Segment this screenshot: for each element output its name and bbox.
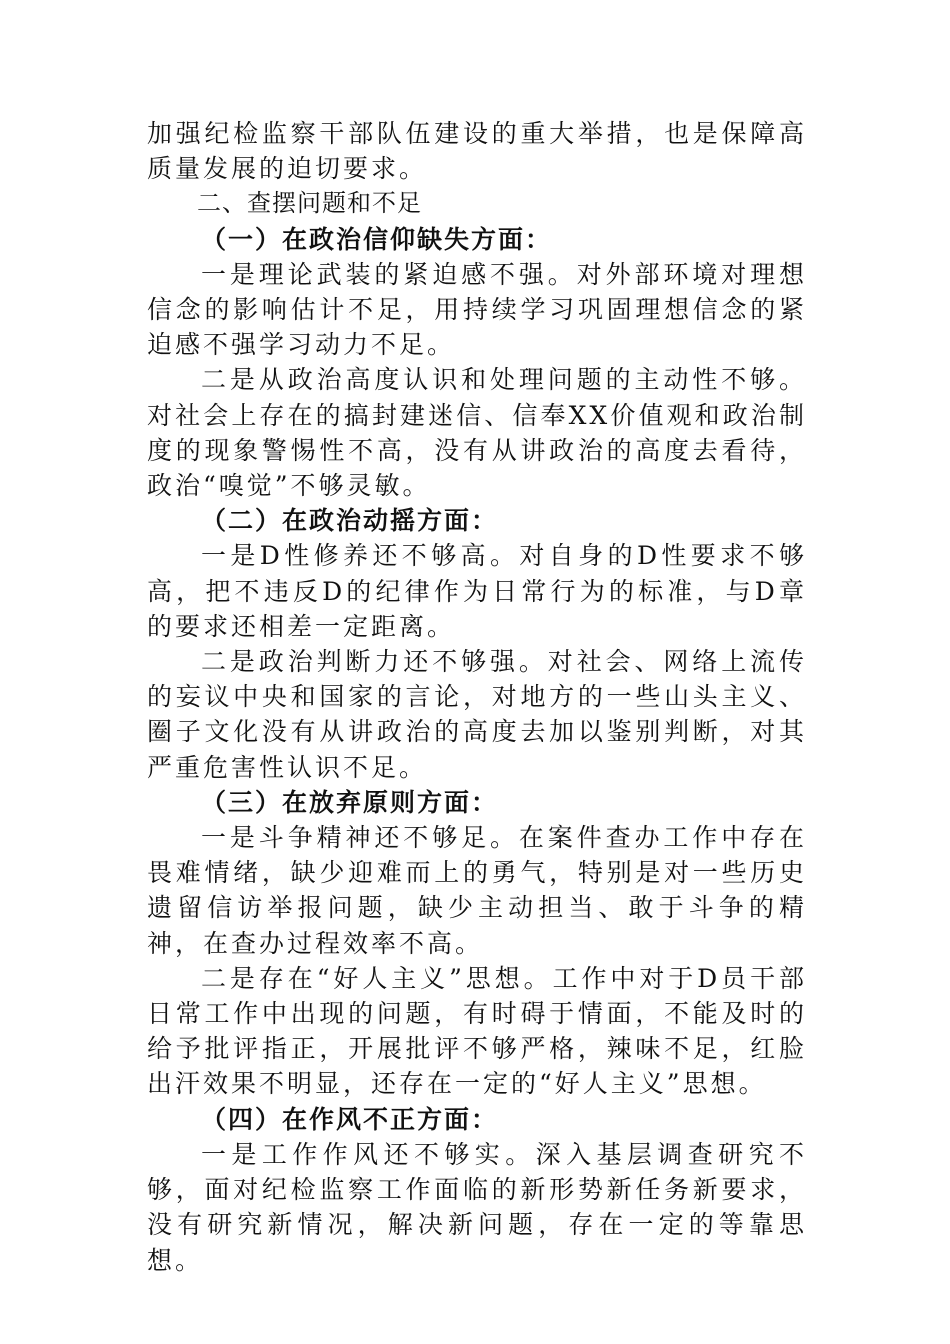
body-paragraph: 二是政治判断力还不够强。对社会、网络上流传的妄议中央和国家的言论，对地方的一些山头主义、圈子文化没有从讲政治的高度去加以鉴别判断，对其严重危害性认识不足。: [147, 647, 807, 782]
body-paragraph: 二是存在“好人主义”思想。工作中对于D员干部日常工作中出现的问题，有时碍于情面，不能及时的给予批评指正，开展批评不够严格，辣味不足，红脸出汗效果不明显，还存在一定的“好人主义”思想。: [147, 963, 807, 1099]
subsection-heading: （四）在作风不正方面：: [201, 1104, 499, 1134]
section-heading: 二、查摆问题和不足: [197, 189, 422, 218]
body-paragraph: 一是工作作风还不够实。深入基层调查研究不够，面对纪检监察工作面临的新形势新任务新要求，没有研究新情况，解决新问题，存在一定的等靠思想。: [147, 1139, 807, 1275]
body-paragraph: 一是斗争精神还不够足。在案件查办工作中存在畏难情绪，缺少迎难而上的勇气，特别是对一些历史遗留信访举报问题，缺少主动担当、敢于斗争的精神，在查办过程效率不高。: [147, 823, 807, 958]
subsection-heading: （一）在政治信仰缺失方面：: [201, 224, 553, 254]
body-paragraph: 二是从政治高度认识和处理问题的主动性不够。对社会上存在的搞封建迷信、信奉XX价值观和政治制度的现象警惕性不高，没有从讲政治的高度去看待，政治“嗅觉”不够灵敏。: [147, 365, 807, 501]
subsection-heading: （二）在政治动摇方面：: [201, 506, 499, 536]
body-paragraph-continuation: 加强纪检监察干部队伍建设的重大举措，也是保障高质量发展的迫切要求。: [147, 119, 807, 184]
body-paragraph: 一是D性修养还不够高。对自身的D性要求不够高，把不违反D的纪律作为日常行为的标准，与D章的要求还相差一定距离。: [147, 541, 807, 641]
subsection-heading: （三）在放弃原则方面：: [201, 787, 499, 817]
document-body: [147, 116, 807, 1278]
body-paragraph: 一是理论武装的紧迫感不强。对外部环境对理想信念的影响估计不足，用持续学习巩固理想信念的紧迫感不强学习动力不足。: [147, 259, 807, 360]
